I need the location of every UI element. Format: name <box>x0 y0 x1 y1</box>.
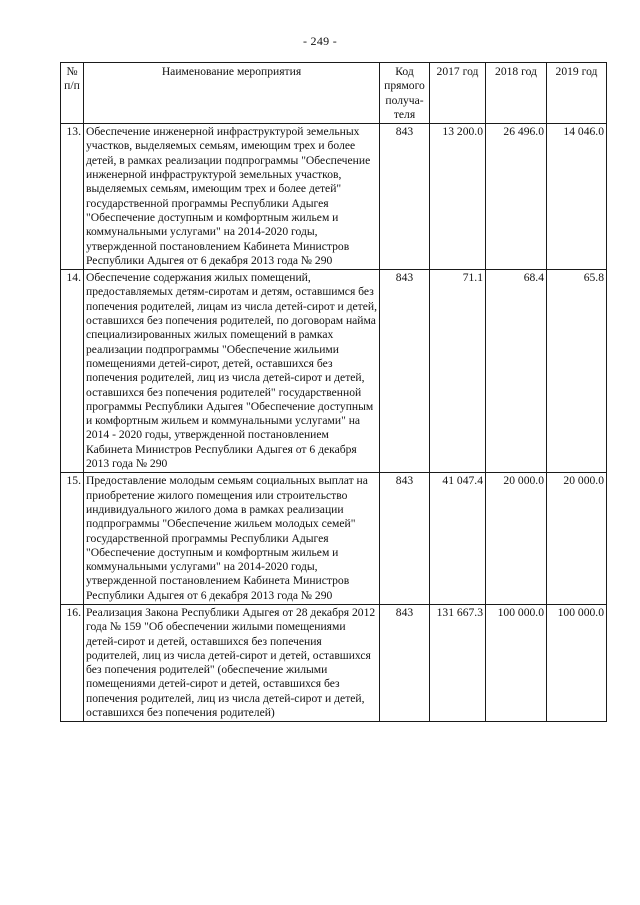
row-value-2017: 41 047.4 <box>430 473 486 605</box>
row-value-2018: 20 000.0 <box>486 473 547 605</box>
row-value-2018: 26 496.0 <box>486 124 547 270</box>
row-value-2019: 14 046.0 <box>547 124 607 270</box>
row-name: Реализация Закона Республики Адыгея от 28 декабря 2012 года № 159 "Об обеспечении жилыми помещениями детей-сирот и детей, оставшихся без попечения родителей, лиц из числа детей-сирот и детей, оставшихся без попечения родителей" (обеспечение жилыми помещениями детей-сирот и детей, оставшихся без попечения родителей, лиц из числа детей-сирот и детей, оставшихся без попечения родителей) <box>84 604 380 721</box>
table-header-row <box>61 63 607 124</box>
row-value-2019: 20 000.0 <box>547 473 607 605</box>
row-code: 843 <box>380 473 430 605</box>
row-value-2019: 65.8 <box>547 270 607 473</box>
table-row <box>61 604 607 721</box>
page-number: - 249 - <box>302 34 338 48</box>
row-name: Предоставление молодым семьям социальных выплат на приобретение жилого помещения или строительство индивидуального жилого дома в рамках реализации подпрограммы "Обеспечение жильем молодых семей" государственной программы Республики Адыгея "Обеспечение доступным и комфортным жильем и коммунальными услугами" на 2014-2020 годы, утвержденной постановлением Кабинета Министров Республики Адыгея от 6 декабря 2013 года № 290 <box>84 473 380 605</box>
row-name: Обеспечение содержания жилых помещений, предоставляемых детям-сиротам и детям, оставшимся без попечения родителей, лицам из числа детей-сирот и детей, оставшихся без попечения родителей, по договорам найма специализированных жилых помещений в рамках реализации подпрограммы "Обеспечение жильими помещениями детей-сирот, детей, оставшихся без попечения родителей, лиц из числа детей-сирот и детей, оставшихся без попечения родителей" государственной программы Республики Адыгея "Обеспечение доступным и комфортным жильем и коммунальными услугами" на 2014 - 2020 годы, утвержденной постановлением Кабинета Министров Республики Адыгея от 6 декабря 2013 года № 290 <box>84 270 380 473</box>
table-row <box>61 124 607 270</box>
header-2019: 2019 год <box>547 63 607 124</box>
row-code: 843 <box>380 124 430 270</box>
row-code: 843 <box>380 270 430 473</box>
table-row <box>61 270 607 473</box>
row-value-2018: 100 000.0 <box>486 604 547 721</box>
header-name: Наименование мероприятия <box>84 63 380 124</box>
row-value-2017: 71.1 <box>430 270 486 473</box>
header-2017: 2017 год <box>430 63 486 124</box>
header-code: Код прямого получа-теля <box>380 63 430 124</box>
table-row <box>61 473 607 605</box>
header-2018: 2018 год <box>486 63 547 124</box>
row-value-2017: 131 667.3 <box>430 604 486 721</box>
row-number: 14. <box>61 270 84 473</box>
row-number: 15. <box>61 473 84 605</box>
header-number: № п/п <box>61 63 84 124</box>
row-code: 843 <box>380 604 430 721</box>
row-value-2017: 13 200.0 <box>430 124 486 270</box>
row-number: 13. <box>61 124 84 270</box>
row-number: 16. <box>61 604 84 721</box>
row-value-2018: 68.4 <box>486 270 547 473</box>
row-value-2019: 100 000.0 <box>547 604 607 721</box>
budget-table <box>60 62 607 722</box>
row-name: Обеспечение инженерной инфраструктурой земельных участков, выделяемых семьям, имеющим трех и более детей, в рамках реализации подпрограммы "Обеспечение инженерной инфраструктурой земельных участков, выделяемых семьям, имеющим трех и более детей" государственной программы Республики Адыгея "Обеспечение доступным и комфортным жильем и коммунальными услугами" на 2014-2020 годы, утвержденной постановлением Кабинета Министров Республики Адыгея от 6 декабря 2013 года № 290 <box>84 124 380 270</box>
